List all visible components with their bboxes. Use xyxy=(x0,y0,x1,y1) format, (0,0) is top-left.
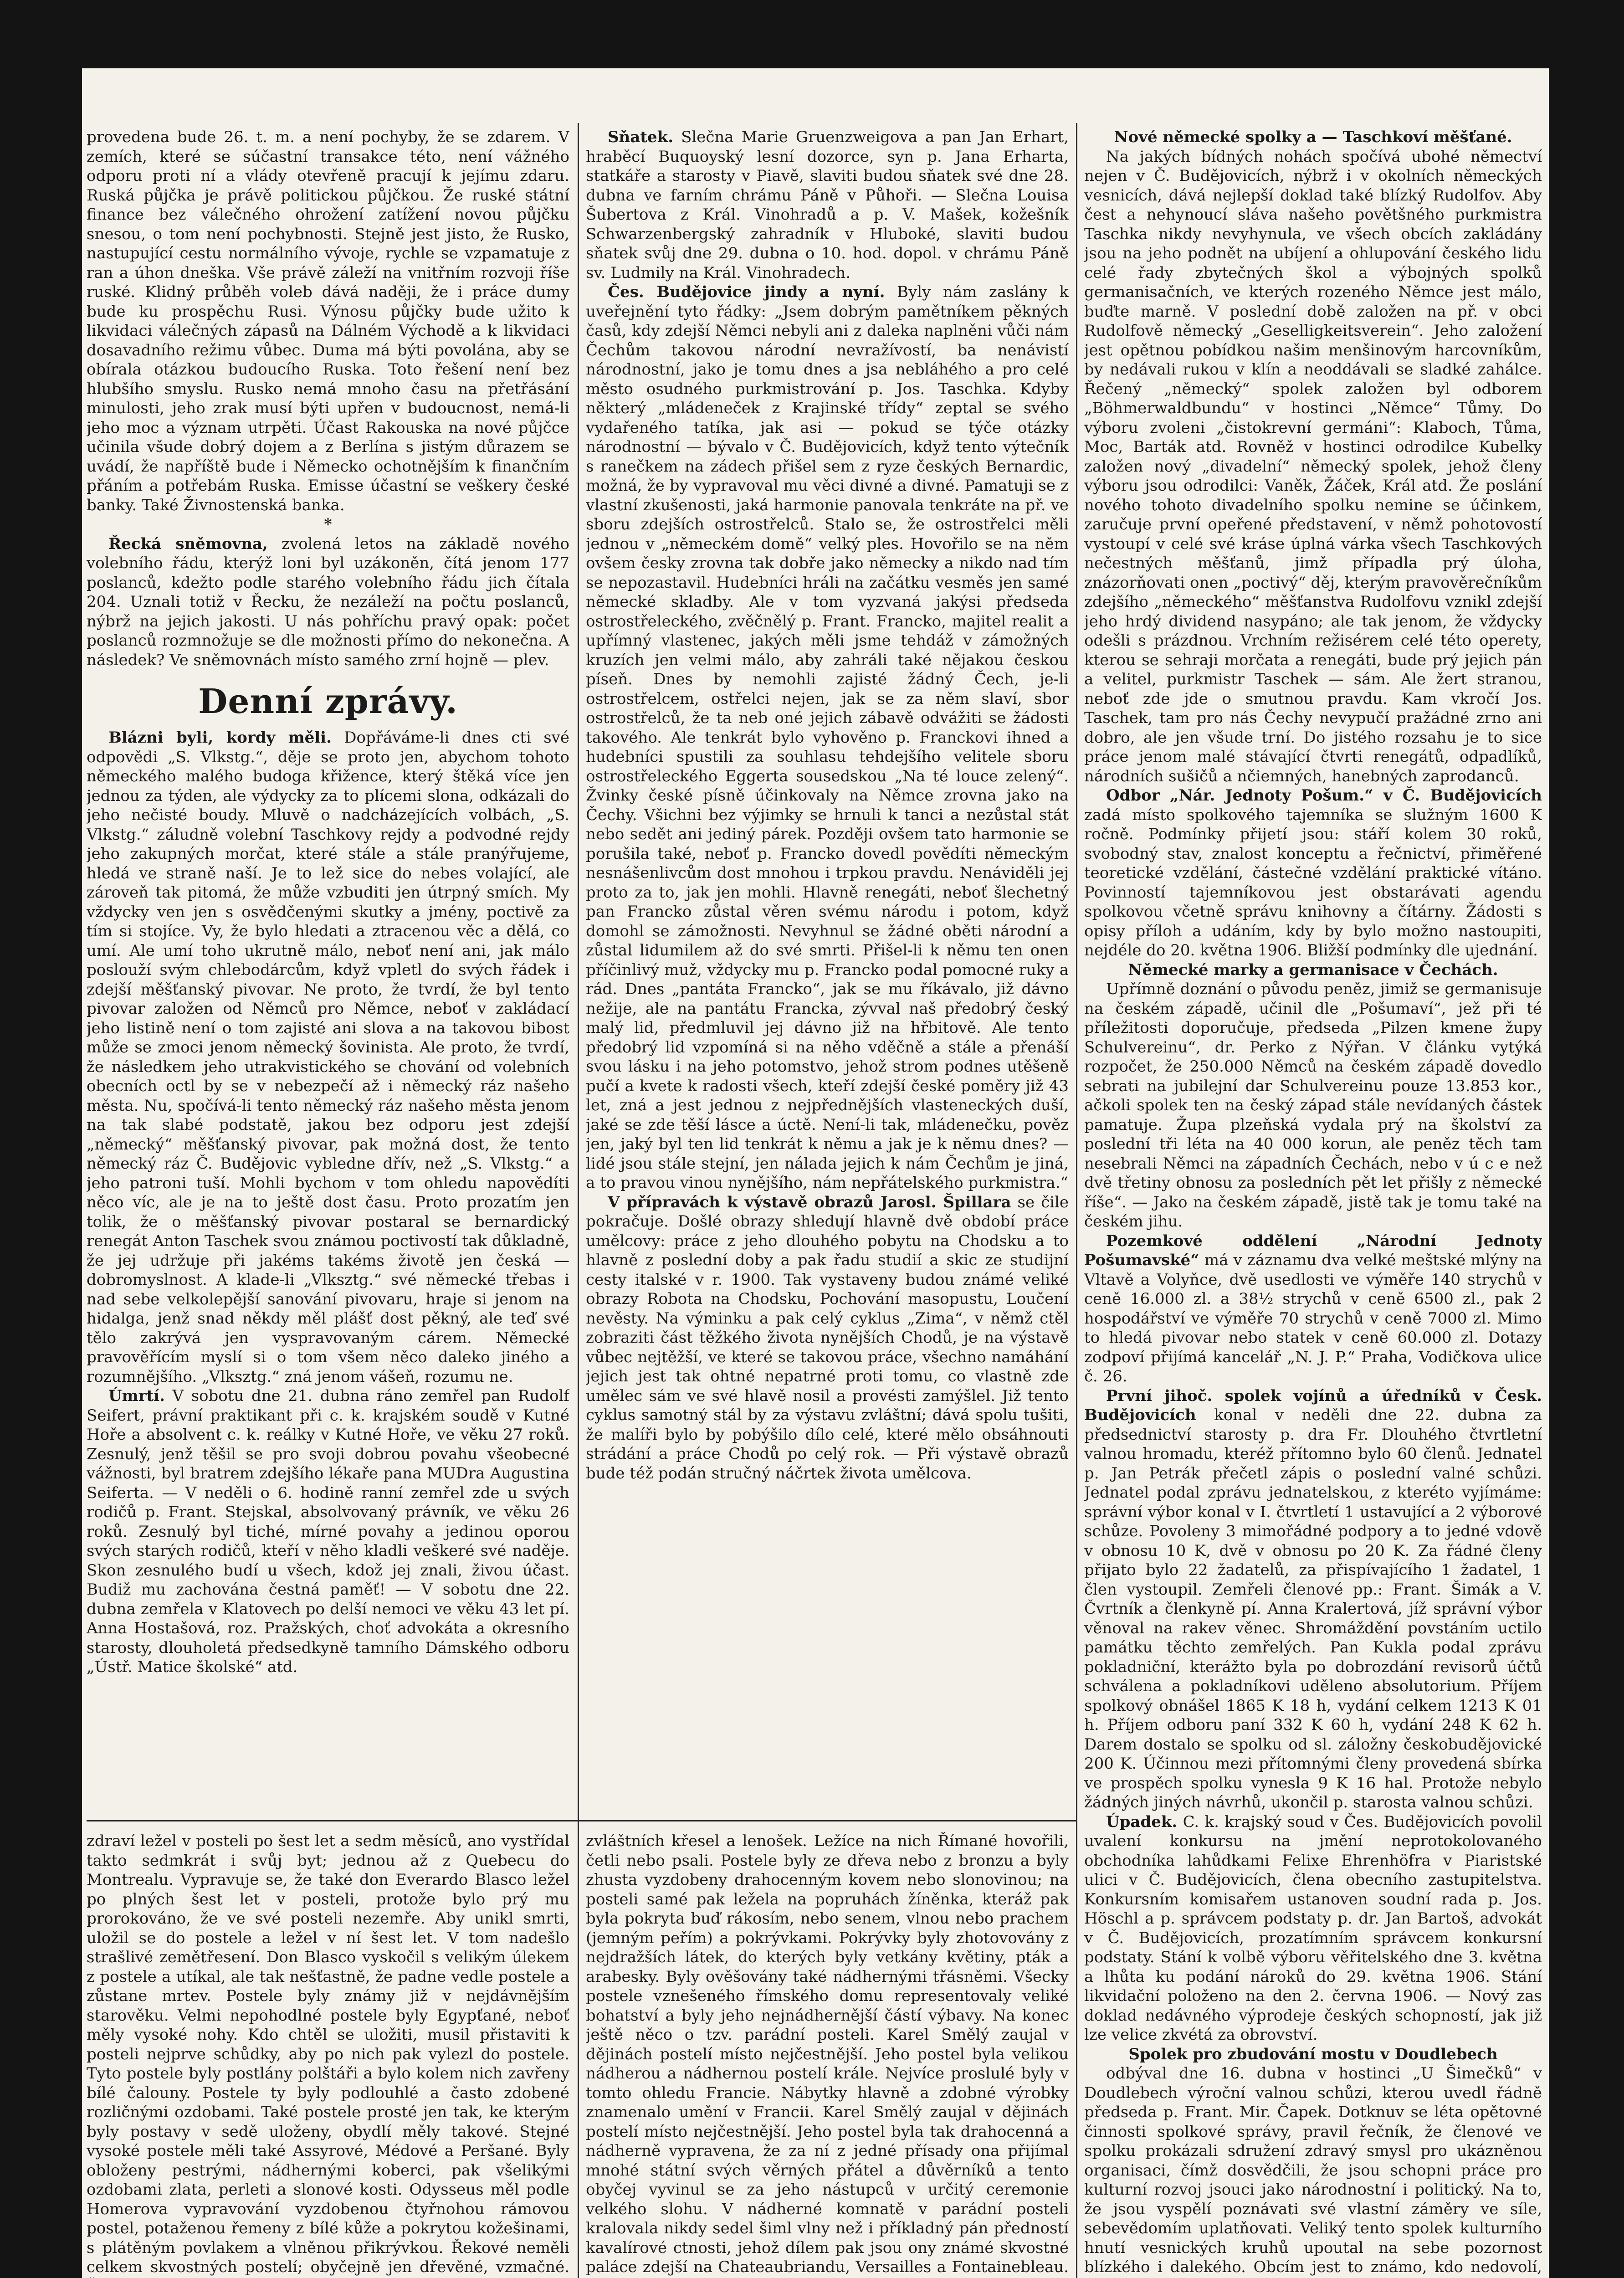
article-pozemkove-text: má v záznamu dva velké meštské mlýny na Vltavě a Volyňce, dvě usedlosti ve výměře 140 strychů v ceně 16.000 zl. a 38½ strychů v ceně 6500 zl., pak 2 hospodářství ve výměře 70 strychů v ceně 7000 zl. Mimo to hledá pivovar nebo statek v ceně 60.000 zl. Dotazy zodpoví přijímá kancelář „N. J. P.“ Praha, Vodičkova ulice č. 26. xyxy=(1084,1251,1542,1385)
article-blazni-text: Dopřáváme-li dnes cti své odpovědi „S. Vlkstg.“, děje se proto jen, abychom tohoto německého malého budoga křižence, který štěká více jen jednou za týden, ale výdycky za to plícemi slona, odkázali do jeho nečisté boudy. Mluvě o nadcházejících volbách, „S. Vlkstg.“ záludně volební Taschkovy rejdy a podvodné rejdy jeho zakupných morčat, které stále a stále pranýřujeme, hledá ve straně naší. Je to lež sice do nebes volající, ale zároveň tak pitomá, že může vzbuditi jen útrpný smích. My vždycky ven jen s osvědčenými skutky a jmény, poctivě za tím si stojíce. Vy, že bylo hledati a ztracenou věc a dělá, co umí. Ale umí toho ukrutně málo, neboť není ani, jak málo poslouží svým chlebodárcům, když vpletl do svých řádek i zdejší měšťanský pivovar. Ne proto, že tvrdí, že byl tento pivovar založen od Němců pro Němce, neboť v zakládací jeho listině není o tom zajisté ani slova a na takovou bibost může se zmoci jenom německý šovinista. Ale proto, že tvrdí, že následkem jeho utrakvistického se chování od volebních obecních octl by se v nebezpečí až i německý ráz našeho města. Nu, spočívá-li tento německý ráz našeho města jenom na tak slabé podstatě, jakou bez odporu jest zdejší „německý“ měšťanský pivovar, pak možná dost, že tento německý ráz Č. Budějovic vybledne dřív, než „S. Vlkstg.“ a jeho patroni tuší. Mohli bychom v tom ohledu napovědíti něco víc, ale je na to ještě dost času. Proto prozatím jen tolik, že o měšťanský pivovar postaral se bernardický renegát Anton Taschek svou známou poctivostí tak důkladně, že jej udržuje při jakéms takéms životě jen česká — dobromyslnost. A klade-li „Vlksztg.“ své německé třebas i nad sebe velkolepější sanování pivovaru, hraje si jenom na hidalga, jenž snad někdy měl plášť dost pěkný, ale teď své tělo zakrývá jen vyspravovaným cárem. Německé pravověřícím myslí si o tom všem něco daleko jiného a rozumnějšího. „Vlksztg.“ zná jenom vášeň, rozumu ne. xyxy=(87,729,569,1386)
article-spillar-title: V přípravách k výstavě obrazů Jarosl. Špillara xyxy=(608,1193,1011,1211)
article-ces-title: Čes. Budějovice jindy a nyní. xyxy=(608,283,885,301)
article-spillar-text: se čile pokračuje. Došlé obrazy shledují hlavně dvě období práce umělcovy: práce z jeho dlouhého pobytu na Chodsku a to hlavně z poslední doby a pak řadu studií a skic ze studijní cesty italské v r. 1900. Tak vystaveny budou známé veliké obrazy Robota na Chodsku, Pochování masopustu, Loučení nevěsty. Na výminku a pak celý cyklus „Zima“, v němž ctěl zobraziti část těžkého života nynějších Chodů, je na výstavě vůbec nejtěžší, ve které se takovou práce, všechno namáhání jejich jest tak ohtné nepatrné proti tomu, co vlastně zde umělec sám ve své hlavě nosil a provésti zamýšlel. Již tento cyklus samotný stál by za výstavu zvláštní; dává spolu tušiti, že malíři bylo by pobýšilo dílo celé, které mělo obsáhnouti strádání a práce Chodů po celý rok. — Při výstavě obrazů bude též podán stručný náčrtek života umělcova. xyxy=(586,1193,1069,1483)
column-middle xyxy=(586,128,1069,1811)
feuilleton-right xyxy=(586,1832,1069,2278)
article-pozemkove-title: Pozemkové oddělení „Národní Jednoty Pošumavské“ xyxy=(1084,1231,1542,1269)
article-most-title: Spolek pro zbudování mostu v Doudlebech xyxy=(1128,2045,1498,2063)
article-ces-text: Byly nám zaslány k uveřejnění tyto řádky: „Jsem dobrým pamětníkem pěkných časů, kdy zdejší Němci nebyli ani z daleka naplněni vůči nám Čechům takovou národní nevražívostí, ba nenávistí národnostní, jako je tomu dnes a jsa nebláhého a pro celé město osudného purkmistrování p. Jos. Taschka. Kdyby některý „mládeneček z Krajinské třídy“ zeptal se svého vydařeného tatíka, jak asi — pokud se týče otázky národnostní — bývalo v Č. Budějovicích, když tento výtečník s ranečkem na zádech přišel sem z ryze českých Bernardic, možná, že by vypravoval mu věci divné a divné. Pamatuji se z vlastní zkušenosti, jaká harmonie panovala tenkráte na př. ve sboru zdejších ostrostřelců. Stalo se, že ostrostřelci měli jednou v „německém domě“ velký ples. Hovořilo se na něm ovšem česky zrovna tak dobře jako německy a nikdo nad tím se nepozastavil. Hudebníci hráli na začátku vesměs jen samé německé skladby. Ale v tom vyzvaná jakýsi předseda ostrostřeleckého, zvěčnělý p. Frant. Francko, majitel realit a upřímný vlastenec, jakých měli jsme tehdáž v zámožných kruzích jen velmi málo, aby zahráli také nějakou českou píseň. Dnes by nemohli zajisté žádný Čech, je-li ostrostřelcem, ostřelci nejen, jak se za něm slaví, sbor ostrostřelců, že ta neb oné jejich zábavě odvážiti se žádosti takového. Ale tenkrát bylo vyhověno p. Franckovi ihned a hudebníci spustili za souhlasu tehdejšího velitele sboru ostrostřeleckého Eggerta sousedskou „Na té louce zelený“. Žvinky české písně účinkovaly na Němce zrovna jako na Čechy. Všichni bez výjimky se hrnuli k tanci a nezůstal stát nebo sedět ani jediný párek. Později ovšem tato harmonie se porušila také, neboť p. Francko dovedl povědíti německým nesnášenlivcům dost mnohou i trpkou pravdu. Nenáviděli jej proto za to, jak jen mohli. Hlavně renegáti, neboť šlechetný pan Francko zůstal věren svému národu i potom, když domohl se zámožnosti. Nevyhnul se žádné oběti národní a zůstal lidumilem až do své smrti. Přišel-li k němu ten onen příčinlivý muž, vždycky mu p. Francko podal pomocné ruky a rád. Dnes „pantáta Francko“, jak se mu říkávalo, již dávno nežije, ale na pantátu Francka, zývval naš předobrý český malý lid, předmluvil jej dávno již na hřbitově. Ale tento předobrý lid vzpomíná si na něho vděčně a stále a přenáší svou lásku i na jeho potomstvo, jehož strom podnes utěšeně pučí a kvete k radosti všech, kteří zdejší české poměry již 43 let, zná a jest jednou z nejpřednějších vlasteneckých duší, jaké se zde těší lásce a úctě. Není-li tak, mládenečku, pověz jen, jaký byl ten lid tenkrát k němu a jak je k němu dnes? — lidé jsou stále stejní, jen nálada jejich k nám Čechům je jiná, a to pravou vinou nynějšího, nám nepřátelského purkmistra.“ xyxy=(586,283,1069,1192)
article-pozemkove xyxy=(1084,1231,1542,1386)
article-upadek-text: C. k. krajský soud v Čes. Budějovicích povolil uvalení konkursu na jmění neprotokolovaného obchodníka lahůdkami Felixe Ehrenhöfra v Piaristské ulici v Č. Budějovicích, člena obecního zastupitelstva. Konkursním komisařem ustanoven soudní rada p. Jos. Höschl a p. správcem podstaty p. dr. Jan Bartoš, advokát v Č. Budějovicích, prozatímním správcem konkursní podstaty. Stání k volbě výboru věřitelského dne 3. května a lhůta ku podání nároků do 29. května 1906. Stání likvidační položeno na den 2. června 1906. — Nový zas doklad nedávného výprodeje českých schopností, jak již lze velice zkvétá za obrovství. xyxy=(1084,1812,1542,2044)
article-marky-title: Německé marky a germanisace v Čechách. xyxy=(1128,960,1498,979)
article-ces-budejovice xyxy=(586,282,1069,1193)
article-greek xyxy=(87,534,569,670)
article-odbor xyxy=(1084,786,1542,960)
article-marky-text: Upřímně doznání o původu peněz, jimiž se germanisuje na českém západě, učinil dle „Pošumaví“, jež při té příležitosti doporučuje, předseda „Pilzen kmene župy Schulvereinu“, dr. Perko z Nýřan. V článku vytýká rozpočet, že 250.000 Němců na českém západě dovedlo sebrati na jubilejní dar Schulvereinu pouze 13.853 kor., ačkoli spolek ten na český západ stále nevídaných částek pamatuje. Župa plzeňská vydala prý na školství za poslední tři léta na 40 000 korun, ale peněz těch tam nesebrali Němci na západních Čechách, nebo v ú c e než dvě třetiny obnosu za posledních pět let přišly z německé říše“. — Jako na českém západě, jistě tak je tomu také na českém jihu. xyxy=(1084,980,1542,1231)
article-spillar xyxy=(586,1193,1069,1483)
article-most-text: odbýval dne 16. dubna v hostinci „U Šimečků“ v Doudlebech výroční valnou schůzi, kterou uvedl řádně předseda p. Frant. Mir. Čapek. Dotknuv se léta opětovné činnosti spolkové správy, pravil řečník, že členové ve spolku prokázali sdružení zdravý smysl pro ukázněnou organisaci, čímž dosvědčili, že jsou schopni práce pro kulturní rozvoj jsouci jako národnostní i politický. Na to, že jsou vyspělí poznávati své vlastní záměry ve síle, sebevědomím uplatňovati. Veliký tento spolek kulturního hnutí vesnických kruhů upoutal na sebe pozornost blízkého i dalekého. Obcím jest to známo, kdo nedovolí, xyxy=(1084,2064,1542,2276)
article-prvni-title: První jihoč. spolek vojínů a úředníků v Česk. Budějovicích xyxy=(1084,1386,1542,1424)
section-title-denni-zpravy: Denní zprávy. xyxy=(198,682,458,721)
article-snatek xyxy=(586,128,1069,282)
article-umrti-text: V sobotu dne 21. dubna ráno zemřel pan Rudolf Seifert, právní praktikant při c. k. krajském soudě v Kutné Hoře a absolvent c. k. reálky v Kutné Hoře, ve věku 27 roků. Zesnulý, jenž těšil se pro svoji dobrou povahu všeobecné vážnosti, byl bratrem zdejšího lékaře pana MUDra Augustina Seiferta. — V neděli o 6. hodině ranní zemřel zde u svých rodičů p. Frant. Stejskal, absolvovaný právník, ve věku 26 roků. Zesnulý byl tiché, mírné povahy a jedinou oporou svých starých rodičů, kteří v něho kladli veškeré své naděje. Skon zesnulého budí u všech, kdož jej znali, živou účast. Budiž mu zachována čestná paměť! — V sobotu dne 22. dubna zemřela v Klatovech po delší nemoci ve věku 43 let pí. Anna Hostašová, roz. Pražských, choť advokáta a okresního starosty, dlouholetá předsedkyně tamního Dámského odboru „Ústř. Matice školské“ atd. xyxy=(87,1387,569,1676)
article-blazni xyxy=(87,728,569,1386)
article-upadek xyxy=(1084,1812,1542,2045)
article-greek-text: zvolená letos na základě nového volebního řádu, kterýž loni byl uzákoněn, čítá jenom 177 poslanců, kdežto podle starého volebního řádu jich čítala 204. Uznali totiž v Řecku, že nezáleží na počtu poslanců, nýbrž na jejich jakosti. U nás pohříchu pravý opak: počet poslanců rozmnožuje se dle možnosti přímo do nekonečna. A následek? Ve sněmovnách místo samého zrní hojně — plev. xyxy=(87,534,569,669)
article-nemecke-text: Na jakých bídných nohách spočívá ubohé němectví nejen v Č. Budějovicích, nýbrž i v okolních německých vesnicích, dává nejlepší doklad také blízký Rudolfov. Aby čest a nehynoucí sláva našeho povětšného purkmistra Taschka nikdy nevyhynula, ve všech obcích zakládány jsou na jeho podnět na ubíjení a ohlupování českého lidu celé řady zbytečných škol a výbojných spolků germanisačních, ve kterých rozeného Němce jest málo, buďte marně. V poslední době založen na př. v obci Rudolfově německý „Geselligkeitsverein“. Jeho založení jest opětnou pobídkou našim menšinovým harcovníkům, by nedávali rukou v klín a neoddávali se sladké zahálce. Řečený „německý“ spolek založen byl odborem „Böhmerwaldbundu“ v hostinci „Němce“ Tůmy. Do výboru zvoleni „čistokrevní germáni“: Klaboch, Tůma, Moc, Barták atd. Rovněž v hostinci odrodilce Kubelky založen nový „divadelní“ německý spolek, jehož členy výboru jsou odrodilci: Vaněk, Žáček, Král atd. Že poslání nového tohoto divadelního spolku nemine se účinkem, zaručuje první opeřené představení, v němž pohotovostí vystoupí v celé své kráse úplná várka všech Taschkových nečestných měšťanů, jimž případla prý úloha, znázorňovati onen „poctivý“ děj, kterým pravověrečníkům zdejšího „německého“ měšťanstva Rudolfovu vznikl zdejší jeho hrdý dividend nasypáno; ale tak jenom, že vždycky odešli s prázdnou. Vrchním režisérem celé této operety, kterou se sehraji morčata a renegáti, bude prý jejich pán a velitel, purkmistr Taschek — sám. Ale žert stranou, neboť zde jde o smutnou pravdu. Kam vkročí Jos. Taschek, tam pro nás Čechy nevypučí pražádné zrno ani dobro, ale jen všude trní. Do jistého rozsahu je to sice práce jenom malé stávající čtvrti renegátů, odpadlíků, národních sušičů a nčiemných, hanebných zaprodanců. xyxy=(1084,147,1542,785)
article-russia-loan: provedena bude 26. t. m. a není pochyby, že se zdarem. V zemích, které se súčastní transakce této, není vážného odporu proti ní a vlády otevřeně pracují k jejímu zdaru. Ruská půjčka je právě politickou půjčkou. Že ruské státní finance bez válečného ohrožení zatížení novou půjčku snesou, o tom není pochybnosti. Stejně jest jisto, že Rusko, nastupující cestu normálního vývoje, rychle se vzpamatuje z ran a úhon dneška. Vše právě záleží na vnitřním rozvoji říše ruské. Klidný průběh voleb dává naději, že i práce dumy bude ku prospěchu Rusi. Výnosu půjčky bude užito k likvidaci válečných zápasů na Dálném Východě a k likvidaci dosavadního režimu vůbec. Duma má býti povolána, aby se obírala otázkou budoucího Ruska. Toto řešení není bez hlubšího smyslu. Rusko nemá mnoho času na přetřásání minulosti, jeho zrak musí býti upřen v budoucnost, nemá-li jeho moc a význam utrpěti. Účast Rakouska na nové půjčce učinila všude dobrý dojem a z Berlína s jistým důrazem se uvádí, že napříště bude i Německo ochotnějším k finančním přáním a potřebám Ruska. Emisse účastní se veškery české banky. Také Živnostenská banka. xyxy=(87,128,569,514)
article-umrti xyxy=(87,1386,569,1677)
feuilleton-text-b: zvláštních křesel a lenošek. Ležíce na nich Římané hovořili, četli nebo psali. Postele byly ze dřeva nebo z bronzu a byly zhusta vyzdobeny drahocenným kovem nebo slonovinou; na posteli samé pak ležela na popruhách žíněnka, kteráž pak byla pokryta buď rákosím, nebo senem, vlnou nebo prachem (jemným peřím) a pokrývkami. Pokrývky byly zhotovovány z nejdražších látek, do kterých byly vetkány květiny, pták a arabesky. Byly ověšovány také nádhernými třásněmi. Všecky postele vznešeného římského domu representovaly veliké bohatství a byly jeho nejnádhernější částí výbavy. Na konec ještě něco o tzv. parádní posteli. Karel Smělý zaujal v dějinách postelí místo nejčestnější. Jeho postel byla velikou nádherou a nádhernou postelí krále. Nejvíce proslulé byly v tomto ohledu Francie. Nábytky hlavně a zdobné výrobky znamenalo umění v Francii. Karel Smělý zaujal v dějinách postelí místo nejčestnější. Jeho postel byla tak drahocenná a nádherně vypravena, že za ní z jedné přísady ona přijímal mnohé státní svých věrných přátel a důvěrníků a tento obyčej vyvinul se za jeho nástupců v určitý ceremonie velkého slohu. V nádherné komnatě v parádní posteli kralovala nikdy sedel šiml vlny než i příkladný pán předností kavalírové ctnosti, jehož dílem pak jsou ony známé skvostné paláce zdejší na Chateaubriandu, Versailles a Fontainebleau. xyxy=(586,1832,1069,2276)
article-odbor-title: Odbor „Nár. Jednoty Pošum.“ v Č. Budějovicích xyxy=(1106,786,1542,805)
feuilleton-left xyxy=(87,1832,569,2278)
article-greek-title: Řecká sněmovna, xyxy=(108,534,268,553)
article-umrti-title: Úmrtí. xyxy=(108,1387,165,1405)
feuilleton-text-a: zdraví ležel v posteli po šest let a sedm měsíců, ano vystřídal takto sedmkrát i svůj byt; jednou až z Quebecu do Montrealu. Vypravuje se, že také don Everardo Blasco ležel po plných šest let v posteli, protože bylo prý mu prorokováno, že ve své posteli nezemře. Aby unikl smrti, uložil se do postele a ležel v ní šest let. V tom nadešlo strašlivé zemětřesení. Don Blasco vyskočil s velikým úlekem z postele a utíkal, ale tak nešťastně, že padne vedle postele a zůstane mrtev. Postele byly známy již v nejdávnějším starověku. Velmi nepohodlné postele byly Egypťané, neboť měly vysoké nohy. Kdo chtěl se uložiti, musil přistaviti k posteli nejprve schůdky, aby po nich pak vylezl do postele. Tyto postele byly postlány polštáři a bylo kolem nich zavřeny bílé čalouny. Postele ty byly podlouhlé a často zdobené rozličnými ozdobami. Také postele prosté jen tak, ke kterým byly postavy v sedě uloženy, obydlí měly takové. Stejné vysoké postele měli také Assyrové, Médové a Peršané. Byly obloženy pestrými, nádhernými koberci, pak všelikými ozdobami zlata, perleti a slonové kosti. Odysseus měl podle Homerova vypravování vyzdobenou čtyřnohou rámovou postel, potaženou řemeny z bílé kůže a pokrytou kožešinami, s plátěným povlakem a vlněnou přikrývkou. Řekové neměli celkem skvostných postelí; obyčejně jen dřevěné, vzmačné. xyxy=(87,1832,569,2276)
article-snatek-title: Sňatek. xyxy=(608,128,674,146)
column-right xyxy=(1084,128,1542,2278)
feuilleton-separator xyxy=(87,1820,1076,1821)
newspaper-page xyxy=(82,68,1549,2278)
asterisk-separator: * xyxy=(324,515,332,534)
column-left xyxy=(87,128,569,1811)
column-divider xyxy=(578,123,579,2278)
article-blazni-title: Blázni byli, kordy měli. xyxy=(108,729,332,747)
article-upadek-title: Úpadek. xyxy=(1106,1812,1178,1831)
article-prvni-text: konal v neděli dne 22. dubna za předsednictví starosty p. dra Fr. Dlouhého čtvrtletní valnou hromadu, kteréž přítomno bylo 60 členů. Jednatel p. Jan Petrák přečetl zápis o poslední valné schůzi. Jednatel podal zprávu jednatelskou, z kteréto vyjímáme: správní výbor konal v I. čtvrtletí 1 ustavující a 2 výborové schůze. Povoleny 3 mimořádné podpory a to jedné vdově v obnosu 10 K, dvě v obnosu po 20 K. Za řádné členy přijato bylo 22 žadatelů, za přispívajícího 1 žadatel, 1 člen vystoupil. Zemřeli členové pp.: Frant. Šimák a V. Čvrtník a členkyně pí. Anna Kralertová, jíž správní výbor věnoval na rakev věnec. Shromáždění povstáním uctilo památku těchto zemřelých. Pan Kukla podal zprávu pokladniční, kterážto byla po dobrozdání revisorů účtů schválena a pokladníkovi uděleno absolutorium. Příjem spolkový obnášel 1865 K 18 h, vydání celkem 1213 K 01 h. Příjem odboru paní 332 K 60 h, vydání 248 K 62 h. Darem dostalo se spolku od sl. záložny českobudějovické 200 K. Účinnou mezi přítomnými členy provedená sbírka ve prospěch spolku vynesla 9 K 16 hal. Protože nebylo žádných jiných návrhů, ukončil p. starosta valnou schůzi. xyxy=(1084,1406,1542,1811)
article-nemecke-title: Nové německé spolky a — Taschkoví měšťané. xyxy=(1114,128,1512,146)
article-prvni-spolek xyxy=(1084,1386,1542,1812)
column-divider xyxy=(1076,123,1077,2278)
article-snatek-text: Slečna Marie Gruenzweigova a pan Jan Erhart, hraběcí Buquoyský lesní dozorce, syn p. Jana Erharta, statkáře a starosty v Piavě, slaviti budou sňatek své dne 28. dubna ve farním chrámu Páně v Půhoři. — Slečna Louisa Šubertova z Král. Vinohradů a p. V. Mašek, kožešník Schwarzenbergský zahradník v Hluboké, slaviti budou sňatek svůj dne 29. dubna o 10. hod. dopol. v chrámu Páně sv. Ludmily na Král. Vinohradech. xyxy=(586,128,1069,282)
article-odbor-text: zadá místo spolkového tajemníka se služným 1600 K ročně. Podmínky přijetí jsou: stáří kolem 30 roků, svobodný stav, znalost konceptu a řečnictví, přiměřené teoretické vzdělání, částečné vzdělání praktické vítáno. Povinností tajemníkovou jest obstarávati agendu spolkovou včetně správu knihovny a čítárny. Žádosti s opisy příloh a udáním, kdy by bylo možno nastoupiti, nejdéle do 20. května 1906. Bližší podmínky dle ujednání. xyxy=(1084,806,1542,959)
